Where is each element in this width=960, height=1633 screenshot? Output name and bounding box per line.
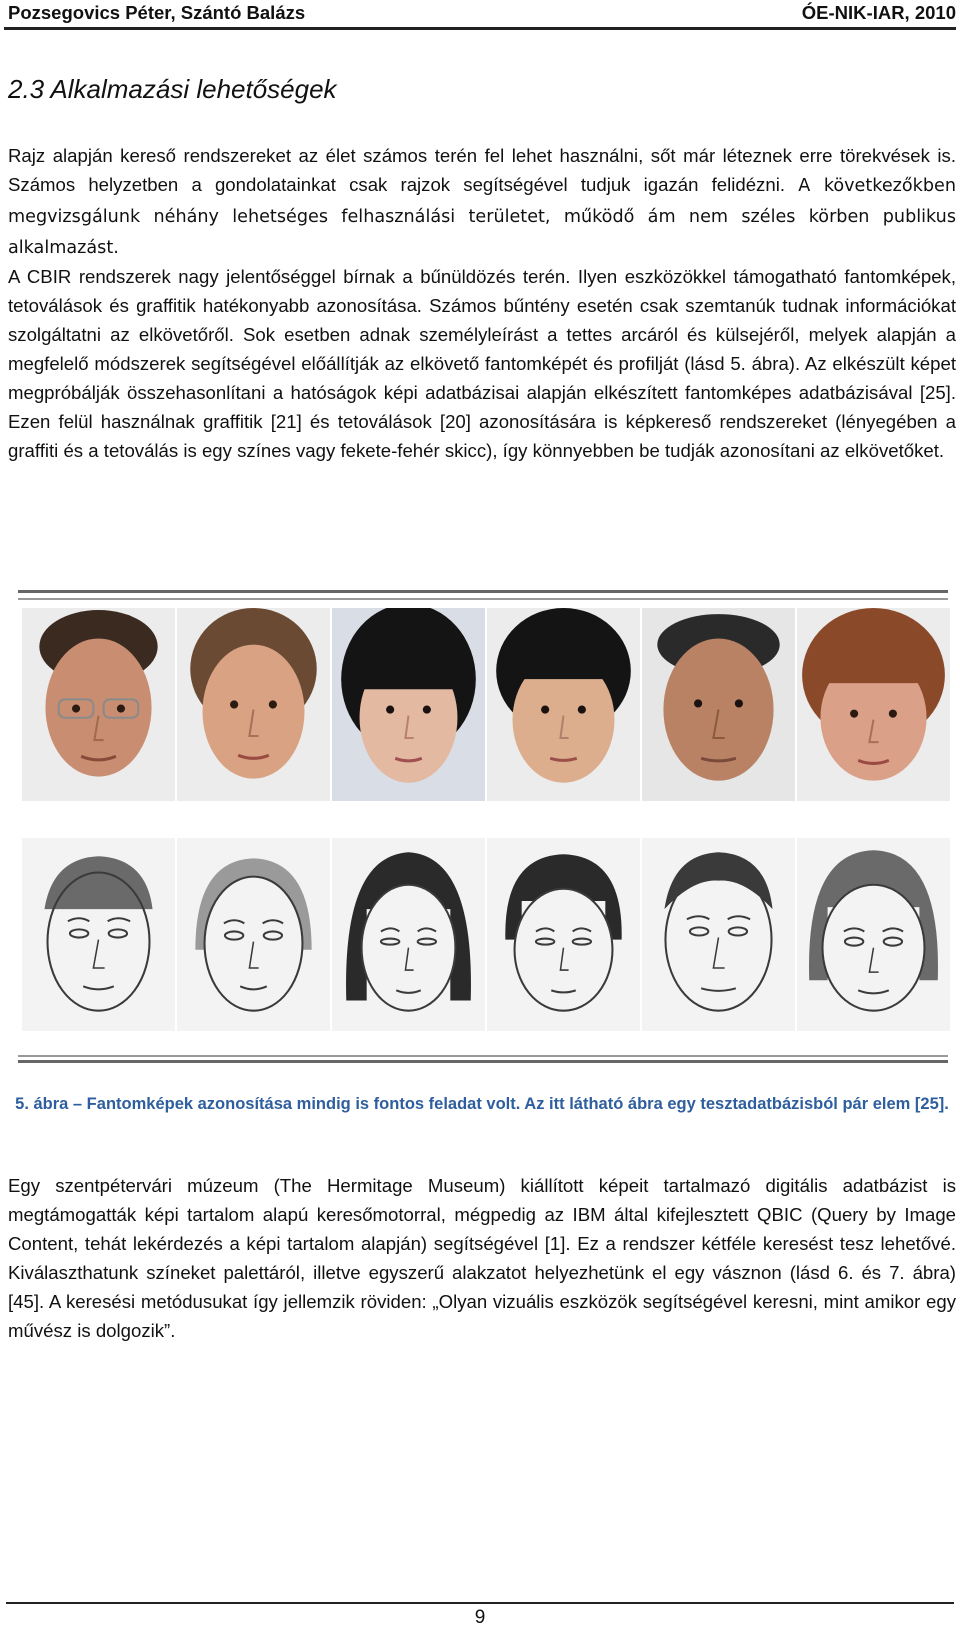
figure-top-rule-thin (18, 598, 948, 600)
face-photo (177, 608, 330, 801)
header-institution: ÓE-NIK-IAR, 2010 (801, 2, 956, 23)
face-photo (487, 608, 640, 801)
paragraph-cbir-law-enforcement: A CBIR rendszerek nagy jelentőséggel bírnak a bűnüldözés terén. Ilyen eszközökkel támogatható fantomképek, tetoválások és graffitik hatékonyabb azonosítása. Számos bűntény esetén csak szemtanúk tudnak információkat szolgáltatni az elkövetőről. Sok esetben adnak személyleírást a tettes arcáról és külsejéről, melyek alapján a megfelelő módszerek segítségével előállítják az elkövető fantomképét és profilját (lásd 5. ábra). Az elkészült képet megpróbálják összehasonlítani a hatóságok képi adatbázisai alapján elkészített fantomképes adatbázisával [25]. Ezen felül használnak graffitik [21] és tetoválások [20] azonosítására is képkereső rendszereket (lényegében a graffiti és a tetoválás is egy színes vagy fekete-fehér skicc), így könnyebben be tudják azonosítani az elkövetőket. (8, 266, 956, 461)
face-sketch (332, 838, 485, 1031)
figure-bottom-rule (18, 1060, 948, 1063)
face-photo (332, 608, 485, 801)
figure-5-faces (18, 590, 948, 1067)
face-photo (22, 608, 175, 801)
face-photo (642, 608, 795, 801)
face-photo (797, 608, 950, 801)
page-number: 9 (474, 1607, 486, 1628)
paragraph-intro-part-1: Rajz alapján kereső rendszereket az élet számos terén fel lehet használni, sőt már léteznek erre törekvések is. Számos helyzetben a gondolatainkat csak rajzok segítségével tudjuk igazán felidézni. (8, 145, 956, 195)
figure-bottom-rule-thin (18, 1055, 948, 1057)
face-sketch (642, 838, 795, 1031)
header-divider (4, 27, 956, 30)
face-sketch (487, 838, 640, 1031)
paragraph-hermitage-museum: Egy szentpétervári múzeum (The Hermitage Museum) kiállított képeit tartalmazó digitális adatbázist is megtámogatták képi tartalom alapú keresőmotorral, mégpedig az IBM által kifejlesztett QBIC (Query by Image Content, tehát lekérdezés a képi tartalom alapján) segítségével [1]. Ez a rendszer kétféle keresést tesz lehetővé. Kiválaszthatunk színeket palettáról, illetve egyszerű alakzatot helyezhetünk el egy vásznon (lásd 6. és 7. ábra) [45]. A keresési metódusukat így jellemzik röviden: „Olyan vizuális eszközök segítségével keresni, mint amikor egy művész is dolgozik”. (8, 1175, 956, 1341)
paragraph-intro-part-2: A következőkben megvizsgálunk néhány lehetséges felhasználási területet, működő ám nem széles körben publikus alkalmazást. (8, 176, 957, 258)
face-sketch (797, 838, 950, 1031)
section-heading: 2.3 Alkalmazási lehetőségek (8, 74, 337, 104)
face-sketch (22, 838, 175, 1031)
header-authors: Pozsegovics Péter, Szántó Balázs (8, 2, 306, 23)
figure-caption: 5. ábra – Fantomképek azonosítása mindig is fontos feladat volt. Az itt látható ábra egy tesztadatbázisból pár elem [25]. (15, 1095, 949, 1113)
face-sketch (177, 838, 330, 1031)
figure-top-rule (18, 590, 948, 593)
paragraph-intro (8, 141, 956, 263)
page-header (8, 0, 956, 26)
footer-divider (6, 1602, 954, 1604)
